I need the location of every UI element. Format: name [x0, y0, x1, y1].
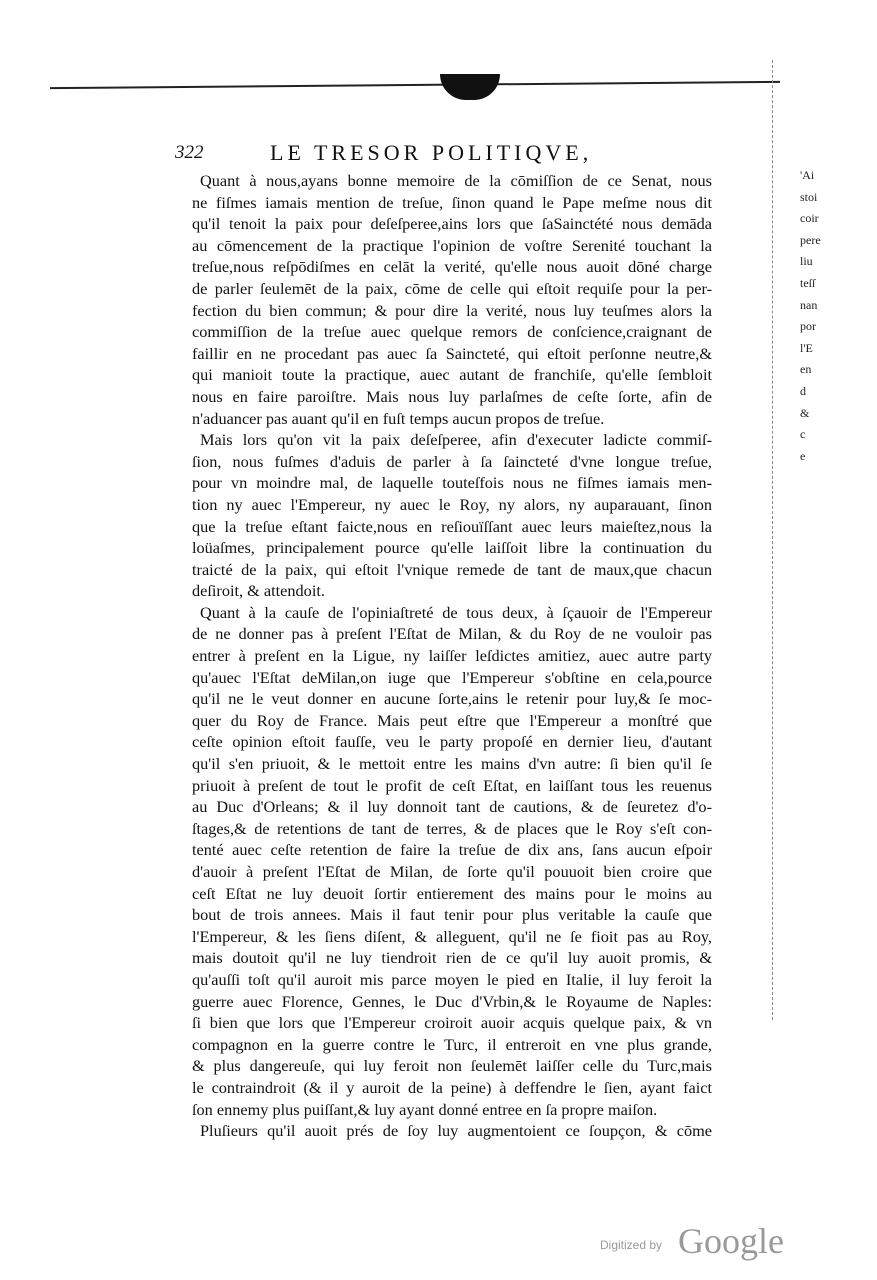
text-line: compagnon en la guerre contre le Turc, il entreroit en vne plus grande, — [192, 1034, 712, 1054]
text-line: priuoit à preſent de tout le profit de ceſt Eſtat, en laiſſant tous les reuenus — [192, 775, 712, 795]
digitized-by-watermark — [600, 1220, 784, 1261]
text-line: qu'il tenoit la paix pour deſeſperee,ains lors que ſaSainctété nous demāda — [192, 214, 712, 234]
text-line: ſi bien que lors que l'Empereur croiroit auoir acquis quelque paix, & vn — [192, 1013, 712, 1033]
text-line: au cōmencement de la practique l'opinion de voſtre Serenité touchant la — [192, 235, 712, 255]
text-line: guerre auec Florence, Gennes, le Duc d'Vrbin,& le Royaume de Naples: — [192, 991, 712, 1011]
text-line: le contraindroit (& il y auroit de la peine) à deffendre le ſien, ayant faict — [192, 1077, 712, 1097]
next-page-fragment: pere — [800, 232, 821, 247]
next-page-fragment: liu — [800, 254, 813, 269]
next-page-fragment: coir — [800, 211, 819, 226]
text-line: qu'auſſi toſt qu'il auroit mis parce moyen le pied en Italie, il luy feroit la — [192, 969, 712, 989]
text-line: fection du bien commun; & pour dire la verité, nous luy teuſmes alors la — [192, 300, 712, 320]
text-line: ne fiſmes iamais mention de treſue, ſinon quand le Pape meſme nous dit — [192, 192, 712, 212]
text-line: commiſſion de la treſue auec quelque remors de conſcience,craignant de — [192, 322, 712, 342]
next-page-fragment: en — [800, 362, 812, 377]
text-line: ſon ennemy plus puiſſant,& luy ayant donné entree en ſa propre maiſon. — [192, 1099, 658, 1119]
text-line: quer du Roy de France. Mais peut eſtre que l'Empereur a monſtré que — [192, 710, 712, 730]
text-line: entrer à preſent en la Ligue, ny laiſſer leſdictes amitiez, auec autre party — [192, 646, 712, 666]
next-page-bleed — [800, 165, 830, 467]
text-line: qu'il ne le veut donner en aucune ſorte,ains le retenir pour luy,& ſe moc- — [192, 689, 712, 709]
text-line: qu'il s'en priuoit, & le mettoit entre les mains d'vn autre: ſi bien qu'il ſe — [192, 754, 712, 774]
text-line: n'aduancer pas auant qu'il en fuſt temps aucun propos de treſue. — [192, 408, 605, 428]
text-line: que la treſue eſtant faicte,nous en reſiouïſſant auec leurs maieſtez,nous la — [192, 516, 712, 536]
watermark-prefix: Digitized by — [600, 1238, 663, 1252]
text-line: qu'auec l'Eſtat deMilan,on iuge que l'Empereur s'obſtine en cela,pource — [192, 667, 712, 687]
body-text — [192, 170, 712, 1142]
text-line: bout de trois annees. Mais il faut tenir pour plus veritable la cauſe que — [192, 905, 712, 925]
next-page-fragment: e — [800, 448, 806, 463]
scan-page-gutter — [772, 60, 774, 1020]
next-page-fragment: stoi — [800, 189, 818, 204]
text-line: faillir en ne procedant pas auec ſa Saincteté, qui eſtoit perſonne neutre,& — [192, 343, 712, 363]
text-line: au Duc d'Orleans; & il luy donnoit tant de cautions, & de ſeuretez d'o- — [192, 797, 712, 817]
next-page-fragment: d — [800, 383, 806, 398]
next-page-fragment: 'Ai — [800, 168, 815, 182]
google-logo: Google — [678, 1221, 784, 1261]
next-page-fragment: por — [800, 319, 816, 334]
text-line: traicté de la paix, qui eſtoit l'vnique remede de tant de maux,que chacun — [192, 559, 712, 579]
text-line: de parler ſeulemēt de la paix, cōme de celle qui eſtoit requiſe pour la per- — [192, 278, 712, 298]
page-number: 322 — [175, 142, 204, 163]
next-page-fragment: l'E — [800, 340, 813, 355]
next-page-fragment: & — [800, 405, 810, 420]
next-page-fragment: teſſ — [800, 275, 816, 290]
text-line: ſtages,& de retentions de tant de terres, & de places que le Roy s'eſt con- — [192, 818, 712, 838]
scan-edge-top — [50, 81, 780, 89]
text-line: tenté auec ceſte retention de faire la treſue de dix ans, ſans aucun eſpoir — [192, 840, 712, 860]
text-line: ceſt Eſtat ne luy deuoit ſortir entierement des mains pour le moins au — [192, 883, 712, 903]
text-line: ſion, nous fuſmes d'aduis de parler à ſa ſaincteté d'vne longue treſue, — [192, 451, 712, 471]
text-line: de ne donner pas à preſent l'Eſtat de Milan, & du Roy de ne vouloir pas — [192, 624, 712, 644]
text-line: ceſte opinion eſtoit fauſſe, veu le party propoſé en dernier lieu, d'autant — [192, 732, 712, 752]
text-line: Pluſieurs qu'il auoit prés de ſoy luy augmentoient ce ſoupçon, & cōme — [200, 1121, 712, 1141]
text-line: Quant à la cauſe de l'opiniaſtreté de tous deux, à ſçauoir de l'Empereur — [200, 602, 712, 622]
text-line: deſiroit, & attendoit. — [192, 581, 325, 601]
scan-ink-blot — [440, 74, 500, 100]
text-line: qui manioit toute la practique, auec autant de franchiſe, qu'elle ſembloit — [192, 365, 712, 385]
next-page-fragment: nan — [800, 297, 818, 312]
page-header — [175, 140, 735, 170]
text-line: l'Empereur, & les ſiens diſent, & alleguent, qu'il ne ſe fioit pas au Roy, — [192, 926, 712, 946]
text-line: Mais lors qu'on vit la paix deſeſperee, afin d'executer ladicte commiſ- — [200, 430, 712, 450]
text-line: tion ny auec l'Empereur, ny auec le Roy, ny alors, ny auparauant, ſinon — [192, 494, 712, 514]
text-line: treſue,nous reſpōdiſmes en celāt la verité, qu'elle nous auoit dōné charge — [192, 257, 712, 277]
text-line: mais doutoit qu'il ne luy tiendroit rien de ce qu'il luy auoit promis, & — [192, 948, 712, 968]
text-line: pour vn moindre mal, de laquelle touteſfois nous ne fiſmes iamais men- — [192, 473, 712, 493]
running-title: LE TRESOR POLITIQVE, — [270, 140, 593, 165]
next-page-fragment: c — [800, 427, 806, 442]
text-line: & plus dangereuſe, qui luy feroit non ſeulemēt laiſſer celle du Turc,mais — [192, 1056, 712, 1076]
text-line: nous en faire paroiſtre. Mais nous luy parlaſmes de ceſte ſorte, afin de — [192, 386, 712, 406]
text-line: d'auoir à preſent l'Eſtat de Milan, de ſorte qu'il pouuoit bien croire que — [192, 862, 712, 881]
text-line: loüaſmes, principalement pource qu'elle laiſſoit libre la continuation du — [192, 538, 712, 558]
text-line: Quant à nous,ayans bonne memoire de la cōmiſſion de ce Senat, nous — [200, 171, 712, 190]
